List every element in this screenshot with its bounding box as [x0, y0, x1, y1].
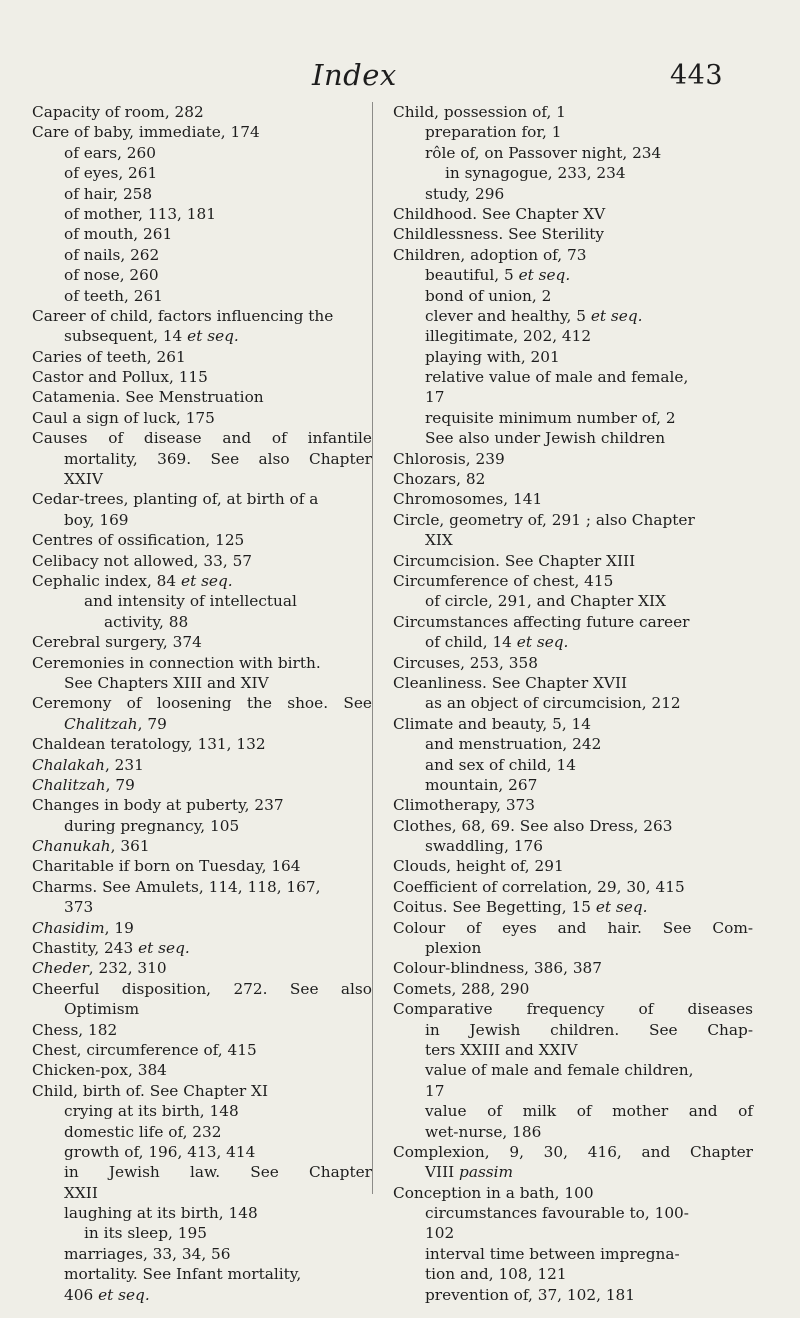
index-subentry: requisite minimum number of, 2	[425, 408, 676, 427]
index-subentry: bond of union, 2	[425, 286, 552, 305]
index-entry: Circumference of chest, 415	[393, 571, 614, 590]
index-subentry: and sex of child, 14	[425, 755, 576, 774]
index-entry: Chozars, 82	[393, 470, 486, 489]
index-entry: Centres of ossification, 125	[32, 531, 245, 550]
index-entry: Charitable if born on Tuesday, 164	[32, 857, 301, 876]
index-subentry: in Jewish law. See Chapter	[64, 1163, 372, 1182]
index-subentry: growth of, 196, 413, 414	[64, 1142, 256, 1161]
index-subentry: of mouth, 261	[64, 225, 173, 244]
index-subentry: relative value of male and female,	[425, 368, 689, 387]
index-subentry: of mother, 113, 181	[64, 204, 216, 223]
index-subentry: mountain, 267	[425, 775, 538, 794]
index-subentry: and menstruation, 242	[425, 735, 602, 754]
running-title: Index	[312, 58, 397, 92]
index-entry: Clouds, height of, 291	[393, 857, 564, 876]
index-entry: Catamenia. See Menstruation	[32, 388, 264, 407]
index-entry: Colour of eyes and hair. See Com-	[393, 918, 753, 937]
index-entry: Child, possession of, 1	[393, 103, 566, 121]
index-subentry: VIII passim	[425, 1163, 514, 1182]
index-entry: Cephalic index, 84 et seq.	[32, 571, 233, 590]
index-subentry: interval time between impregna-	[425, 1244, 680, 1263]
index-entry: Circuses, 253, 358	[393, 653, 538, 672]
index-subentry: circumstances favourable to, 100-	[425, 1204, 689, 1223]
index-subentry: prevention of, 37, 102, 181	[425, 1285, 636, 1304]
index-subentry: of nails, 262	[64, 245, 160, 264]
index-subentry: mortality. See Infant mortality,	[64, 1265, 302, 1284]
index-subentry: of nose, 260	[64, 266, 159, 285]
index-entry: Clothes, 68, 69. See also Dress, 263	[393, 816, 673, 835]
index-subentry: of child, 14 et seq.	[425, 633, 569, 652]
index-subentry: in synagogue, 233, 234	[445, 164, 626, 183]
index-subentry: as an object of circumcision, 212	[425, 694, 681, 713]
index-subentry: value of male and female children,	[425, 1061, 694, 1080]
index-entry: Changes in body at puberty, 237	[32, 796, 284, 815]
index-subentry: See Chapters XIII and XIV	[64, 673, 269, 692]
index-subentry: domestic life of, 232	[64, 1122, 222, 1141]
index-subentry: wet-nurse, 186	[425, 1122, 542, 1141]
index-subentry: boy, 169	[64, 510, 129, 529]
index-entry: Circumstances affecting future career	[393, 612, 690, 631]
index-subentry: playing with, 201	[425, 347, 560, 366]
index-entry: Comets, 288, 290	[393, 979, 530, 998]
index-subentry: Chalitzah, 79	[64, 714, 167, 733]
index-entry: Chlorosis, 239	[393, 449, 505, 468]
index-subentry: XIX	[425, 531, 453, 550]
index-entry: Chest, circumference of, 415	[32, 1040, 257, 1059]
index-entry: Complexion, 9, 30, 416, and Chapter	[393, 1142, 753, 1161]
index-subentry: beautiful, 5 et seq.	[425, 266, 571, 285]
index-entry: Chalakah, 231	[32, 755, 144, 774]
index-entry: Coefficient of correlation, 29, 30, 415	[393, 877, 685, 896]
index-entry: Chaldean teratology, 131, 132	[32, 735, 266, 754]
index-entry: Cheder, 232, 310	[32, 959, 167, 978]
index-entry: Childhood. See Chapter XV	[393, 204, 606, 223]
index-subentry: preparation for, 1	[425, 123, 562, 142]
index-entry: Celibacy not allowed, 33, 57	[32, 551, 253, 570]
index-subentry: Optimism	[64, 1000, 140, 1019]
page-header	[0, 50, 800, 90]
index-subentry: of eyes, 261	[64, 164, 158, 183]
index-entry: Circumcision. See Chapter XIII	[393, 551, 636, 570]
index-entry: Cerebral surgery, 374	[32, 633, 202, 652]
index-entry: Chasidim, 19	[32, 918, 134, 937]
index-subentry: rôle of, on Passover night, 234	[425, 143, 662, 162]
index-subentry: ters XXIII and XXIV	[425, 1040, 578, 1059]
index-entry: Coitus. See Begetting, 15 et seq.	[393, 898, 648, 917]
index-entry: Caul a sign of luck, 175	[32, 408, 215, 427]
index-subentry: in Jewish children. See Chap-	[425, 1020, 753, 1039]
index-entry: Chalitzah, 79	[32, 775, 135, 794]
index-entry: Colour-blindness, 386, 387	[393, 959, 603, 978]
index-entry: Ceremonies in connection with birth.	[32, 653, 321, 672]
index-subentry: XXII	[64, 1183, 98, 1202]
column-divider	[372, 102, 373, 1194]
index-column-right	[393, 102, 753, 1305]
index-subentry: swaddling, 176	[425, 837, 543, 856]
index-subentry: of ears, 260	[64, 143, 156, 162]
page-number: 443	[670, 60, 724, 91]
index-entry: Chess, 182	[32, 1020, 118, 1039]
index-subentry: clever and healthy, 5 et seq.	[425, 306, 643, 325]
index-subentry: activity, 88	[104, 612, 189, 631]
index-entry: Cleanliness. See Chapter XVII	[393, 673, 628, 692]
index-entry: Children, adoption of, 73	[393, 245, 587, 264]
index-entry: Climotherapy, 373	[393, 796, 536, 815]
index-entry: Conception in a bath, 100	[393, 1183, 594, 1202]
index-subentry: study, 296	[425, 184, 505, 203]
index-subentry: subsequent, 14 et seq.	[64, 327, 239, 346]
index-entry: Caries of teeth, 261	[32, 347, 186, 366]
index-entry: Climate and beauty, 5, 14	[393, 714, 592, 733]
index-subentry: 373	[64, 898, 94, 917]
index-subentry: See also under Jewish children	[425, 429, 666, 448]
index-subentry: in its sleep, 195	[84, 1224, 207, 1243]
index-entry: Chanukah, 361	[32, 837, 150, 856]
index-subentry: laughing at its birth, 148	[64, 1204, 258, 1223]
index-entry: Chastity, 243 et seq.	[32, 939, 190, 958]
index-entry: Cheerful disposition, 272. See also	[32, 979, 372, 998]
index-subentry: of hair, 258	[64, 184, 153, 203]
index-subentry: plexion	[425, 939, 482, 958]
index-subentry: illegitimate, 202, 412	[425, 327, 592, 346]
index-subentry: mortality, 369. See also Chapter	[64, 449, 372, 468]
index-subentry: XXIV	[64, 470, 103, 489]
index-subentry: value of milk of mother and of	[425, 1102, 753, 1121]
index-subentry: of teeth, 261	[64, 286, 163, 305]
index-subentry: marriages, 33, 34, 56	[64, 1244, 231, 1263]
index-entry: Chromosomes, 141	[393, 490, 543, 509]
index-subentry: 102	[425, 1224, 455, 1243]
index-entry: Cedar-trees, planting of, at birth of a	[32, 490, 319, 509]
index-entry: Care of baby, immediate, 174	[32, 123, 260, 142]
index-entry: Capacity of room, 282	[32, 103, 204, 121]
index-subentry: 17	[425, 1081, 445, 1100]
index-column-left	[32, 102, 372, 1305]
index-entry: Childlessness. See Sterility	[393, 225, 605, 244]
index-entry: Child, birth of. See Chapter XI	[32, 1081, 268, 1100]
index-subentry: crying at its birth, 148	[64, 1102, 239, 1121]
index-entry: Circle, geometry of, 291 ; also Chapter	[393, 510, 695, 529]
index-entry: Castor and Pollux, 115	[32, 368, 208, 387]
index-entry: Causes of disease and of infantile	[32, 429, 372, 448]
index-entry: Comparative frequency of diseases	[393, 1000, 753, 1019]
index-subentry: and intensity of intellectual	[84, 592, 297, 611]
index-entry: Chicken-pox, 384	[32, 1061, 167, 1080]
index-entry: Career of child, factors influencing the	[32, 306, 334, 325]
index-subentry: during pregnancy, 105	[64, 816, 240, 835]
index-subentry: 406 et seq.	[64, 1285, 150, 1304]
index-subentry: tion and, 108, 121	[425, 1265, 567, 1284]
index-subentry: 17	[425, 388, 445, 407]
index-subentry: of circle, 291, and Chapter XIX	[425, 592, 666, 611]
index-entry: Charms. See Amulets, 114, 118, 167,	[32, 877, 321, 896]
index-entry: Ceremony of loosening the shoe. See	[32, 694, 372, 713]
